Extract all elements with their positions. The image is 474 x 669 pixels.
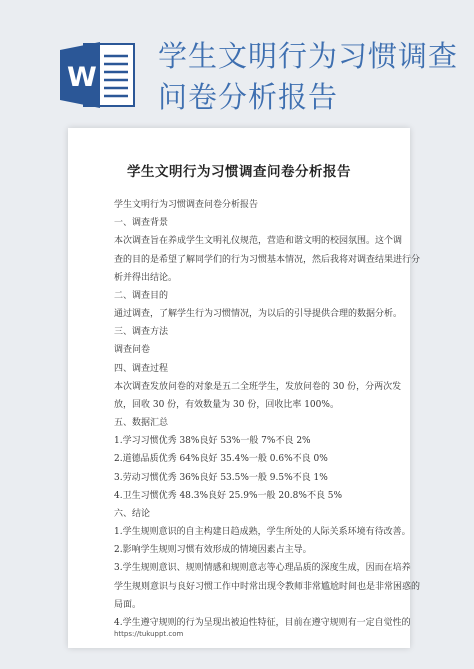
document-line: 调查问卷	[114, 345, 151, 356]
document-line: 二、调查目的	[114, 290, 169, 301]
document-line: 通过调查，了解学生行为习惯情况，为以后的引导提供合理的数据分析。	[114, 309, 403, 320]
document-line: 本次调查旨在养成学生文明礼仪规范，营造和谐文明的校园氛围。这个调	[114, 236, 403, 247]
document-line: 析并得出结论。	[114, 272, 178, 283]
document-line: 3.劳动习惯优秀 36%良好 53.5%一般 9.5%不良 1%	[114, 472, 328, 483]
svg-text:W: W	[67, 62, 97, 93]
document-line: 1.学习习惯优秀 38%良好 53%一般 7%不良 2%	[114, 436, 311, 447]
document-line: 1.学生规则意识的自主构建日趋成熟，学生所处的人际关系环境有待改善。	[114, 527, 411, 538]
document-line: 4.卫生习惯优秀 48.3%良好 25.9%一般 20.8%不良 5%	[114, 490, 343, 501]
document-line: 局面。	[114, 599, 142, 610]
document-line: 五、数据汇总	[114, 418, 169, 429]
document-line: 放，回收 30 份，有效数量为 30 份，回收比率 100%。	[114, 399, 339, 410]
document-line: 2.影响学生规则习惯有效形成的情境因素占主导。	[114, 545, 312, 556]
footer-url: https://tukuppt.com	[114, 630, 184, 638]
document-line: 4.学生遵守规则的行为呈现出被迫性特征，目前在遵守规则有一定自觉性的	[114, 618, 411, 628]
document-line: 学生规则意识与良好习惯工作中时常出现令教师非常尴尬时间也是非常困惑的	[114, 581, 421, 592]
document-title: 学生文明行为习惯调查问卷分析报告	[127, 164, 351, 180]
document-line: 一、调查背景	[114, 218, 169, 229]
page-title	[158, 36, 458, 118]
word-document-icon	[60, 40, 138, 110]
document-line: 2.道德品质优秀 64%良好 35.4%一般 0.6%不良 0%	[114, 454, 328, 465]
document-line: 查的目的是希望了解同学们的行为习惯基本情况，然后我将对调查结果进行分	[114, 254, 421, 265]
document-line: 三、调查方法	[114, 327, 169, 338]
document-line: 3.学生规则意识、规则情感和规则意志等心理品质的深度生成，因而在培养	[114, 563, 411, 574]
document-line: 本次调查发放问卷的对象是五二全班学生，发放问卷的 30 份，分两次发	[114, 381, 402, 392]
page-title-line-2: 问卷分析报告	[158, 80, 339, 114]
document-line: 六、结论	[114, 508, 151, 519]
page-title-line-1: 学生文明行为习惯调查	[158, 39, 459, 73]
document-line: 四、调查过程	[114, 363, 169, 374]
document-page	[68, 128, 421, 648]
document-line: 学生文明行为习惯调查问卷分析报告	[114, 200, 259, 210]
